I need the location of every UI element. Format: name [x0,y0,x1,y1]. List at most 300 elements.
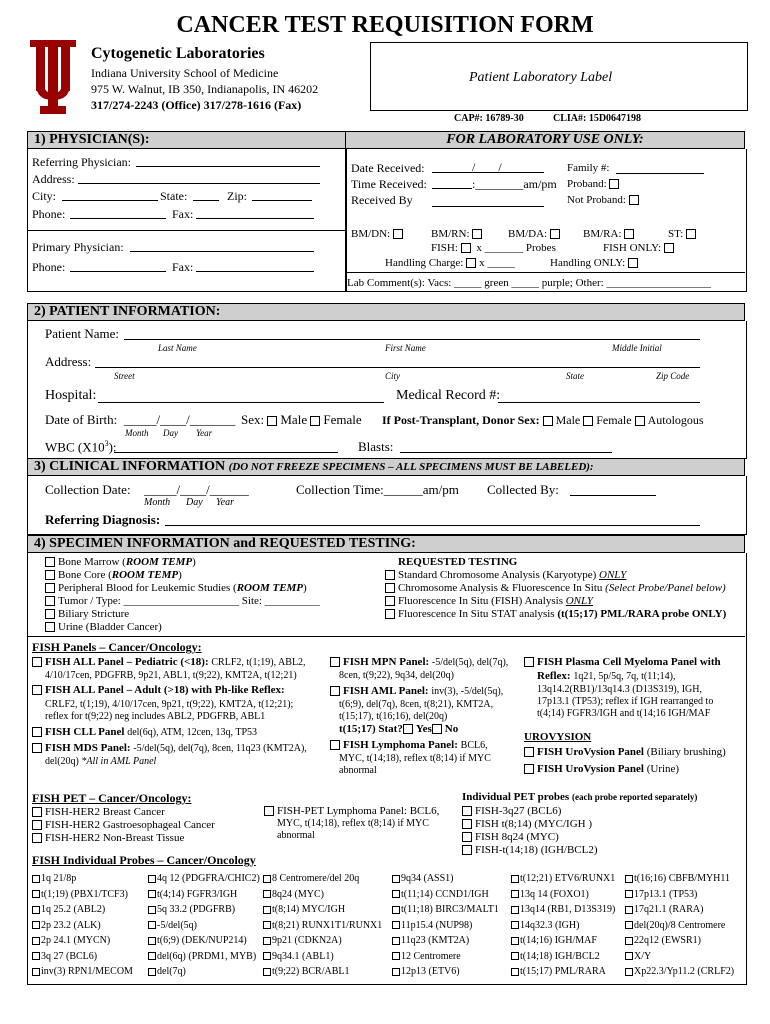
her2-nonbreast-checkbox[interactable] [32,833,42,843]
probe-checkbox[interactable] [32,921,40,929]
probe-item [625,873,730,884]
fish-lab-checkbox[interactable] [461,243,471,253]
post-transplant-label: If Post-Transplant, Donor Sex: [382,413,540,427]
probe-item [148,873,260,884]
requested-fish-only [385,595,593,607]
probe-label: 8q24 (MYC) [272,888,324,900]
fish-all-adult-checkbox[interactable] [32,685,42,695]
stat-no-checkbox[interactable] [432,724,442,734]
pet-bcl6-checkbox[interactable] [462,806,472,816]
fish-pet-lymphoma [264,805,439,817]
bone-marrow-checkbox[interactable] [45,557,55,567]
st-label: ST: [668,228,684,240]
fish-stat-checkbox[interactable] [385,609,395,619]
probe-label: 11p15.4 (NUP98) [401,919,473,931]
clinical-heading-bar [27,458,745,476]
probe-item [392,889,489,900]
probe-checkbox[interactable] [32,875,40,883]
first-name-hint: First Name [385,343,426,353]
requested-note: (Select Probe/Panel below) [605,582,726,594]
fish-lymphoma [330,739,488,751]
fish-lab-x: x [476,242,482,254]
probe-checkbox[interactable] [32,890,40,898]
fish-only-test-checkbox[interactable] [385,596,395,606]
last-name-hint: Last Name [158,343,197,353]
collection-date-field[interactable]: _____/____/______ [144,482,249,497]
probe-checkbox[interactable] [263,906,271,914]
probe-checkbox[interactable] [625,906,633,914]
bm-rn-checkbox[interactable] [472,229,482,239]
specimen-em: ROOM TEMP [111,569,179,581]
proband-text: Proband: [567,178,607,190]
specimen-bone-marrow [45,556,196,568]
probe-checkbox[interactable] [263,875,271,883]
fish-mpn-checkbox[interactable] [330,657,340,667]
clinical-heading-note: (DO NOT FREEZE SPECIMENS – ALL SPECIMENS MUST BE LABELED): [228,461,594,473]
cap-number: CAP#: 16789-30 [454,113,524,124]
fish-pet-her2-nonbreast [32,832,184,844]
fish-pcm-reflex: Reflex: [537,670,571,682]
bm-ra-checkbox[interactable] [624,229,634,239]
requested-note: ONLY [565,595,594,607]
probe-label: 9q34 (ASS1) [401,873,454,884]
probe-item [392,935,469,946]
specimen-em: ROOM TEMP [125,556,193,568]
probe-checkbox[interactable] [625,875,633,883]
dob-year-hint: Year [196,428,213,438]
probe-label: 9q34.1 (ABL1) [272,950,334,962]
bm-dn-label: BM/DN: [351,228,391,240]
fish-aml-checkbox[interactable] [330,686,340,696]
probe-checkbox[interactable] [392,968,400,976]
fish-cll-desc: del(6q), ATM, 12cen, 13q, TP53 [127,727,258,738]
fish-aml-title: FISH AML Panel: [343,685,429,697]
probe-label: 2p 23.2 (ALK) [41,919,101,931]
handling-only-checkbox[interactable] [628,258,638,268]
probe-label: 22q12 (EWSR1) [634,935,701,946]
requested-chromosome-fish [385,582,726,594]
clia-number: CLIA#: 15D0647198 [553,113,642,124]
probe-checkbox[interactable] [392,921,400,929]
individual-probes-heading: FISH Individual Probes – Cancer/Oncology [32,853,256,867]
probe-checkbox[interactable] [511,906,519,914]
pet-myc-checkbox[interactable] [462,832,472,842]
probe-checkbox[interactable] [263,921,271,929]
physician-address-field[interactable] [78,183,320,184]
individual-pet-title: Individual PET probes [462,791,570,803]
fish-mpn-desc2: 8cen, t(9;22), 9q34, del(20q) [339,670,454,681]
probe-checkbox[interactable] [148,906,156,914]
patient-address-field[interactable] [95,367,700,368]
bm-da-checkbox[interactable] [550,229,560,239]
specimen-text: Urine (Bladder Cancer) [58,621,162,633]
probe-item [32,873,76,884]
specimen-urine [45,621,162,633]
specimen-text: Bone Core ( [58,569,112,581]
fish-pet-item: FISH-HER2 Breast Cancer [45,806,165,818]
fish-all-peds-desc2: 4/10/17cen, PDGFRB, 9p21, ABL1, t(9;22), KMT2A, t(12;21) [45,670,297,681]
lab-address: 975 W. Walnut, IB 350, Indianapolis, IN 46202 [91,82,319,96]
physician-fax-field[interactable] [196,218,314,219]
fish-lymphoma-desc3: abnormal [339,765,377,776]
probe-item [263,889,324,900]
probe-item [511,951,600,962]
requested-text: Fluorescence In Situ STAT analysis [398,608,558,620]
pet-myc-igh-checkbox[interactable] [462,819,472,829]
specimen-text: Tumor / Type: _____________________ Site: __________ [58,595,320,607]
donor-sex-group [382,413,704,428]
probe-item [625,951,651,962]
bm-dn [351,228,406,240]
probe-checkbox[interactable] [625,937,633,945]
urovysion-heading: UROVYSION [524,731,592,743]
referring-diagnosis-field[interactable] [165,525,700,526]
time-received-field[interactable] [432,188,472,189]
handling-charge-checkbox[interactable] [466,258,476,268]
referring-physician-field[interactable] [136,166,320,167]
bm-dn-checkbox[interactable] [393,229,403,239]
autologous-checkbox[interactable] [635,416,645,426]
fish-aml-desc2: t(6;9), del(7q), 8cen, t(8;21), KMT2A, [339,699,494,710]
probe-label: 5q 33.2 (PDGFRB) [157,904,236,915]
fish-pet-lymphoma-line2: MYC, t(14;18), reflex t(8;14) if MYC [277,818,429,829]
specimen-text: Peripheral Blood for Leukemic Studies ( [58,582,237,594]
probe-checkbox[interactable] [32,952,40,960]
probe-label: t(6;9) (DEK/NUP214) [157,935,247,946]
probe-checkbox[interactable] [511,875,519,883]
bm-ra [583,228,637,240]
collected-by-label: Collected By: [487,482,559,497]
physician-state-label: State: [160,189,188,203]
probe-item [32,935,110,946]
fish-lymphoma-checkbox[interactable] [330,740,340,750]
dob-field[interactable]: _____/____/_______ [124,412,236,427]
primary-physician-label: Primary Physician: [32,240,124,254]
probe-checkbox[interactable] [263,937,271,945]
medical-record-field[interactable] [498,402,700,403]
female-checkbox[interactable] [310,416,320,426]
probe-checkbox[interactable] [392,875,400,883]
probe-checkbox[interactable] [511,968,519,976]
collection-time-field[interactable]: Collection Time:______am/pm [296,482,459,497]
bm-da-label: BM/DA: [508,228,548,240]
urovysion-biliary-checkbox[interactable] [524,747,534,757]
probe-label: 4q 12 (PDGFRA/CHIC2) [157,873,260,884]
proband-checkbox[interactable] [609,179,619,189]
probe-label: X/Y [634,950,652,962]
specimen-text: Biliary Stricture [58,608,130,620]
probe-checkbox[interactable] [148,968,156,976]
probe-label: t(11;14) CCND1/IGH [401,888,489,900]
physician-city-field[interactable] [62,200,158,201]
probe-label: Xp22.3/Yp11.2 (CRLF2) [634,966,735,977]
probe-checkbox[interactable] [148,875,156,883]
fish-all-peds-checkbox[interactable] [32,657,42,667]
fish-lab: FISH: x _______ Probes [431,242,556,254]
fish-cll-title: FISH CLL Panel [45,726,125,738]
fish-mds-title: FISH MDS Panel: [45,742,131,754]
probe-checkbox[interactable] [32,937,40,945]
biliary-checkbox[interactable] [45,609,55,619]
donor-male-label: Male [555,413,581,427]
not-proband-label [567,194,642,206]
blasts-label: Blasts: [358,439,394,454]
female-label: Female [323,412,362,427]
probe-checkbox[interactable] [392,937,400,945]
probe-label: 17p13.1 (TP53) [634,888,698,900]
probe-label: 11q23 (KMT2A) [401,935,470,946]
patient-name-field[interactable] [124,339,700,340]
probe-checkbox[interactable] [625,890,633,898]
time-received-ampm: :________am/pm [472,177,557,191]
fish-pet-item: FISH-HER2 Gastroesophageal Cancer [45,819,215,831]
male-checkbox[interactable] [267,416,277,426]
probe-checkbox[interactable] [625,952,633,960]
patient-name-label: Patient Name: [45,326,120,341]
stat-yes-label: Yes [415,723,432,735]
fish-pet-lymphoma-checkbox[interactable] [264,806,274,816]
wbc-text: WBC (X10 [45,439,105,455]
requested-note: ONLY [599,569,627,581]
specimen-bone-core [45,569,182,581]
patient-heading-bar [27,303,745,321]
probe-label: inv(3) RPN1/MECOM [41,966,133,977]
dob-day-hint: Day [163,428,178,438]
probe-label: t(8;14) MYC/IGH [272,904,346,915]
received-by-field[interactable] [432,206,544,207]
not-proband-checkbox[interactable] [629,195,639,205]
fish-pcm-desc4: t(4;14) FGFR3/IGH and t(14;16 IGH/MAF [537,708,711,719]
requested-fish-stat [385,608,726,620]
probe-item [511,920,579,931]
physician-state-field[interactable] [193,200,219,201]
physician-zip-field[interactable] [252,200,312,201]
sex-group [241,412,362,428]
donor-female-label: Female [596,413,632,427]
primary-physician-field[interactable] [130,251,314,252]
fish-pet-lymphoma-text: FISH-PET Lymphoma Panel: BCL6, [277,805,440,817]
st [668,228,699,240]
dob-label: Date of Birth: [45,412,118,427]
probe-item [392,951,461,962]
individual-pet-myc-igh [462,818,592,830]
pet-igh-bcl2-checkbox[interactable] [462,845,472,855]
probe-label: -5/del(5q) [157,919,197,931]
individual-pet-heading [462,791,697,803]
probe-checkbox[interactable] [32,968,40,976]
probe-checkbox[interactable] [625,968,633,976]
requested-karyotype [385,569,626,581]
probe-item [511,889,589,900]
probe-checkbox[interactable] [263,890,271,898]
collection-month-hint: Month [144,497,171,508]
chromosome-fish-checkbox[interactable] [385,583,395,593]
donor-female-checkbox[interactable] [583,416,593,426]
date-received-label: Date Received: [351,161,425,175]
fish-mds-desc2 [45,756,156,767]
fish-only-checkbox[interactable] [664,243,674,253]
fish-pcm [524,656,721,668]
stat-yes-checkbox[interactable] [403,724,413,734]
peripheral-blood-checkbox[interactable] [45,583,55,593]
probe-item [511,904,615,915]
requested-note: (t(15;17) PML/RARA probe ONLY) [557,608,727,620]
street-hint: Street [114,371,135,381]
fish-pcm-desc2: 13q14.2(RB1)/13q14.3 (D13S319), IGH, [537,684,702,695]
urine-checkbox[interactable] [45,622,55,632]
probe-checkbox[interactable] [263,952,271,960]
lab-phones: 317/274-2243 (Office) 317/278-1616 (Fax) [91,98,302,112]
probe-item [148,966,186,977]
fish-all-peds-title: FISH ALL Panel – Pediatric (<18): [45,656,209,668]
fish-lymphoma-desc: BCL6, [460,740,488,751]
form-title: CANCER TEST REQUISITION FORM [176,12,594,38]
referring-diagnosis-label: Referring Diagnosis: [45,512,161,527]
blasts-field[interactable] [400,452,612,453]
probe-checkbox[interactable] [148,921,156,929]
physician-phone-field[interactable] [70,218,166,219]
fish-pcm-checkbox[interactable] [524,657,534,667]
fish-pcm-desc1: 1q21, 5p/5q, 7q, t(11;14), [573,671,676,682]
specimen-tumor [45,595,320,607]
fish-pcm-desc3: 17p13.1 (TP53); reflex if IGH rearranged to [537,696,714,707]
hospital-label: Hospital: [45,388,97,403]
probe-item [263,966,350,977]
lab-comments[interactable]: Lab Comment(s): Vacs: _____ green _____ purple; Other: ___________________ [347,277,711,289]
probe-checkbox[interactable] [511,890,519,898]
fish-pet-lymphoma-line3: abnormal [277,830,315,841]
st-checkbox[interactable] [686,229,696,239]
individual-pet-item: FISH-3q27 (BCL6) [475,805,562,817]
physician-fax-label: Fax: [172,207,194,221]
probe-checkbox[interactable] [148,937,156,945]
probe-checkbox[interactable] [148,890,156,898]
her2-gastro-checkbox[interactable] [32,820,42,830]
probe-label: t(14;16) IGH/MAF [520,935,597,946]
probe-label: t(14;18) IGH/BCL2 [520,950,600,962]
probe-item [148,951,256,962]
probe-label: del(20q)/8 Centromere [634,919,726,931]
patient-label-box [370,42,748,111]
male-label: Male [280,412,308,427]
karyotype-checkbox[interactable] [385,570,395,580]
probe-label: t(8;21) RUNX1T1/RUNX1 [272,919,383,931]
probe-label: 12 Centromere [401,950,461,962]
fish-only [603,242,677,254]
handling-only-label: Handling ONLY: [550,257,626,269]
tumor-checkbox[interactable] [45,596,55,606]
probe-checkbox[interactable] [148,952,156,960]
probe-checkbox[interactable] [392,952,400,960]
probe-label: 17q21.1 (RARA) [634,904,704,915]
urovysion-urine-title: FISH UroVysion Panel [537,763,644,775]
clinical-heading: 3) CLINICAL INFORMATION [34,459,226,474]
probe-item [392,873,454,884]
specimen-heading-bar [27,535,745,553]
individual-pet-igh-bcl2 [462,844,598,856]
probe-item [625,904,703,915]
primary-phone-field[interactable] [70,271,166,272]
collection-day-hint: Day [186,497,203,508]
patient-heading: 2) PATIENT INFORMATION: [34,304,221,319]
donor-male-checkbox[interactable] [543,416,553,426]
her2-breast-checkbox[interactable] [32,807,42,817]
probe-checkbox[interactable] [511,921,519,929]
handling-charge-label: Handling Charge: [385,257,464,269]
family-number-field[interactable] [616,173,704,174]
fish-only-label: FISH ONLY: [603,242,662,254]
probe-checkbox[interactable] [511,937,519,945]
referring-physician-label: Referring Physician: [32,155,131,169]
physician-heading: 1) PHYSICIAN(S): [34,132,150,147]
fish-mpn-title: FISH MPN Panel: [343,656,430,668]
individual-pet-bcl6 [462,805,561,817]
probe-item [625,889,697,900]
lab-use-heading-bar [345,131,745,149]
requested-text: Standard Chromosome Analysis (Karyotype) [398,569,600,581]
probe-item [263,904,345,915]
urovysion-biliary [524,746,726,758]
specimen-end: ) [192,556,196,568]
probe-label: 2p 24.1 (MYCN) [41,935,111,946]
stat-label: t(15;17) Stat? [339,723,403,735]
individual-pet-item: FISH t(8;14) (MYC/IGH ) [475,818,593,830]
hospital-field[interactable] [98,402,384,403]
probe-label: 3q 27 (BCL6) [41,950,98,962]
probe-item [263,873,359,884]
school-name: Indiana University School of Medicine [91,66,279,80]
fish-pcm-line2 [537,670,675,682]
stat-no-label: No [444,723,459,735]
fish-mds-note: *All in AML Panel [81,756,157,767]
collected-by-field[interactable] [570,495,656,496]
probe-checkbox[interactable] [263,968,271,976]
patient-address-label: Address: [45,354,92,369]
probe-item [148,935,247,946]
bone-core-checkbox[interactable] [45,570,55,580]
probe-item [263,935,342,946]
probe-label: 14q32.3 (IGH) [520,919,580,931]
urovysion-biliary-title: FISH UroVysion Panel [537,746,644,758]
probe-label: t(1;19) (PBX1/TCF3) [41,888,128,900]
fish-panels-divider [27,636,745,637]
probe-label: t(12;21) ETV6/RUNX1 [520,873,616,884]
probe-item [392,920,472,931]
requested-testing-heading: REQUESTED TESTING [398,556,518,568]
probe-item [263,920,382,931]
fish-cll-checkbox[interactable] [32,727,42,737]
primary-fax-field[interactable] [196,271,314,272]
wbc-field[interactable] [114,452,338,453]
fish-mds-checkbox[interactable] [32,743,42,753]
probe-checkbox[interactable] [511,952,519,960]
probe-label: t(4;14) FGFR3/IGH [157,888,238,900]
probe-checkbox[interactable] [625,921,633,929]
fish-cll [32,726,257,738]
probe-item [625,920,725,931]
specimen-end: ) [178,569,182,581]
probe-checkbox[interactable] [32,906,40,914]
iu-logo [26,40,80,114]
fish-aml-desc3: t(15;17), t(16;16), del(20q) [339,711,448,722]
probe-label: del(6q) (PRDM1, MYB) [157,950,257,962]
probe-label: 1q 21/8p [41,873,77,884]
probe-checkbox[interactable] [392,906,400,914]
probe-item [32,920,101,931]
probe-checkbox[interactable] [392,890,400,898]
patient-label-text: Patient Laboratory Label [469,70,613,85]
urovysion-urine-checkbox[interactable] [524,764,534,774]
